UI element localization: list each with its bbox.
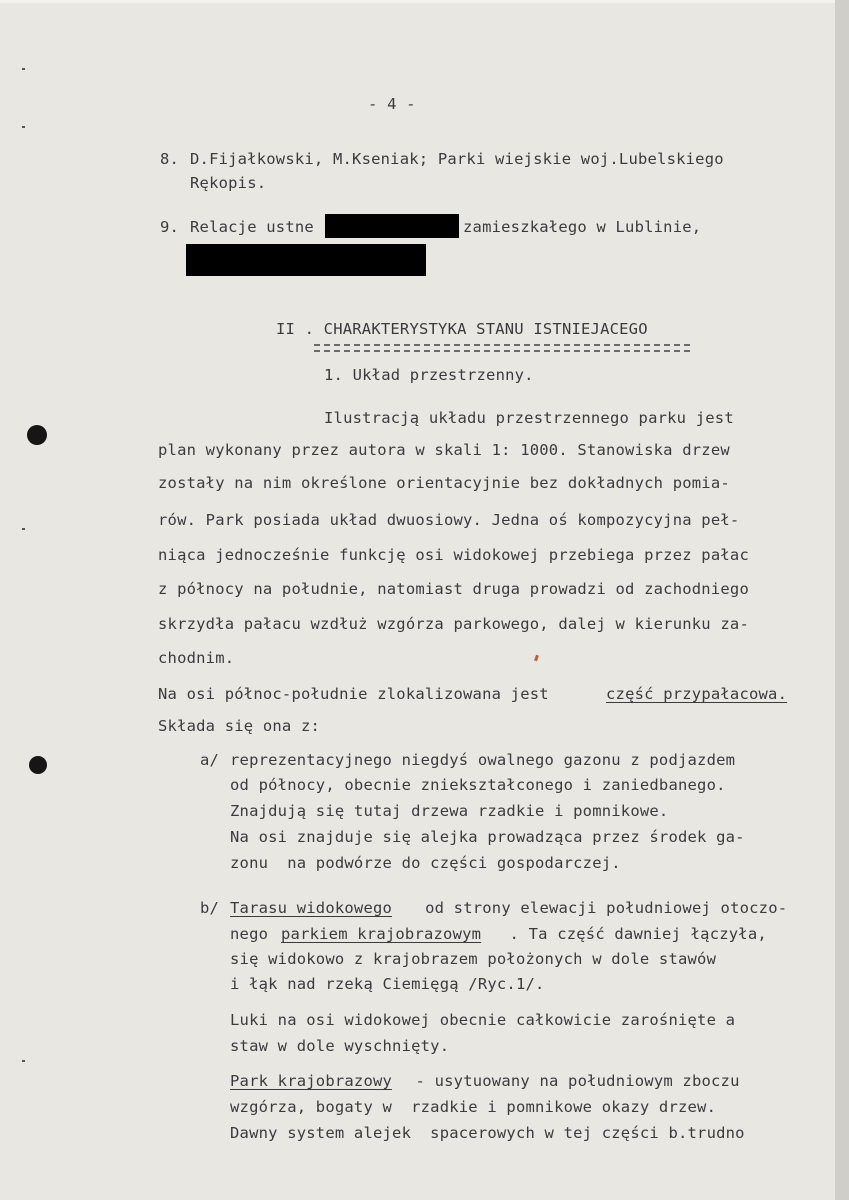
list-line: od strony elewacji południowej otoczo- xyxy=(406,899,788,917)
margin-mark xyxy=(22,1060,25,1062)
paragraph-line: rów. Park posiada układ dwuosiowy. Jedna oś kompozycyjna peł- xyxy=(158,511,740,529)
page-number: - 4 - xyxy=(368,95,416,113)
paragraph-line: plan wykonany przez autora w skali 1: 1000. Stanowiska drzew xyxy=(158,441,730,459)
list-line: . Ta część dawniej łączyła, xyxy=(500,925,767,943)
list-line: od północy, obecnie zniekształconego i zaniedbanego. xyxy=(230,776,726,794)
heading-double-underline xyxy=(314,344,690,346)
paragraph-line: zostały na nim określone orientacyjnie bez dokładnych pomia- xyxy=(158,474,730,492)
list-line: się widokowo z krajobrazem położonych w dole stawów xyxy=(230,950,717,968)
heading-double-underline xyxy=(314,350,690,352)
list-line: staw w dole wyschnięty. xyxy=(230,1037,450,1055)
list-label: b/ xyxy=(200,899,220,917)
subheading: 1. Układ przestrzenny. xyxy=(324,366,534,384)
paragraph-line: skrzydła pałacu wzdłuż wzgórza parkowego, dalej w kierunku za- xyxy=(158,615,749,633)
list-line: Na osi znajduje się alejka prowadząca przez środek ga- xyxy=(230,828,745,846)
punch-hole-lower xyxy=(29,756,47,774)
list-line: Luki na osi widokowej obecnie całkowicie zarośnięte a xyxy=(230,1011,736,1029)
list-line: - usytuowany na południowym zboczu xyxy=(406,1072,740,1090)
reference-text: zamieszkałego w Lublinie, xyxy=(463,218,702,236)
list-line: zonu na podwórze do części gospodarczej. xyxy=(230,854,621,872)
list-line: Dawny system alejek spacerowych w tej części b.trudno xyxy=(230,1124,745,1142)
underlined-term: część przypałacowa. xyxy=(606,685,788,703)
list-label: a/ xyxy=(200,751,220,769)
ink-speck xyxy=(534,655,539,662)
paragraph-line: z północy na południe, natomiast druga prowadzi od zachodniego xyxy=(158,580,749,598)
reference-number: 9. xyxy=(160,218,180,236)
paragraph-line: Na osi północ-południe zlokalizowana jest xyxy=(158,685,549,703)
section-heading: II . CHARAKTERYSTYKA STANU ISTNIEJACEGO xyxy=(276,320,648,338)
paragraph-line: Ilustracją układu przestrzennego parku jest xyxy=(324,409,734,427)
page-right-edge xyxy=(835,0,849,1200)
redaction-box xyxy=(186,244,426,276)
list-line: i łąk nad rzeką Ciemięgą /Ryc.1/. xyxy=(230,975,545,993)
reference-text: Relacje ustne xyxy=(190,218,314,236)
margin-mark xyxy=(22,528,25,530)
list-line: Znajdują się tutaj drzewa rzadkie i pomnikowe. xyxy=(230,802,669,820)
underlined-term: Tarasu widokowego xyxy=(230,899,393,917)
list-line: nego xyxy=(230,925,278,943)
page-top-edge xyxy=(0,0,849,3)
list-line: reprezentacyjnego niegdyś owalnego gazonu z podjazdem xyxy=(230,751,736,769)
underlined-term: Park krajobrazowy xyxy=(230,1072,393,1090)
paragraph-line: niąca jednocześnie funkcję osi widokowej przebiega przez pałac xyxy=(158,546,749,564)
margin-mark xyxy=(22,68,25,70)
reference-text: D.Fijałkowski, M.Kseniak; Parki wiejskie woj.Lubelskiego xyxy=(190,150,724,168)
underlined-term: parkiem krajobrazowym xyxy=(281,925,482,943)
list-line: wzgórza, bogaty w rzadkie i pomnikowe okazy drzew. xyxy=(230,1098,717,1116)
punch-hole-upper xyxy=(27,425,47,445)
redaction-box xyxy=(325,214,459,238)
paragraph-line: Składa się ona z: xyxy=(158,717,321,735)
reference-number: 8. xyxy=(160,150,180,168)
reference-text: Rękopis. xyxy=(190,174,267,192)
paragraph-line: chodnim. xyxy=(158,649,235,667)
margin-mark xyxy=(22,126,25,128)
